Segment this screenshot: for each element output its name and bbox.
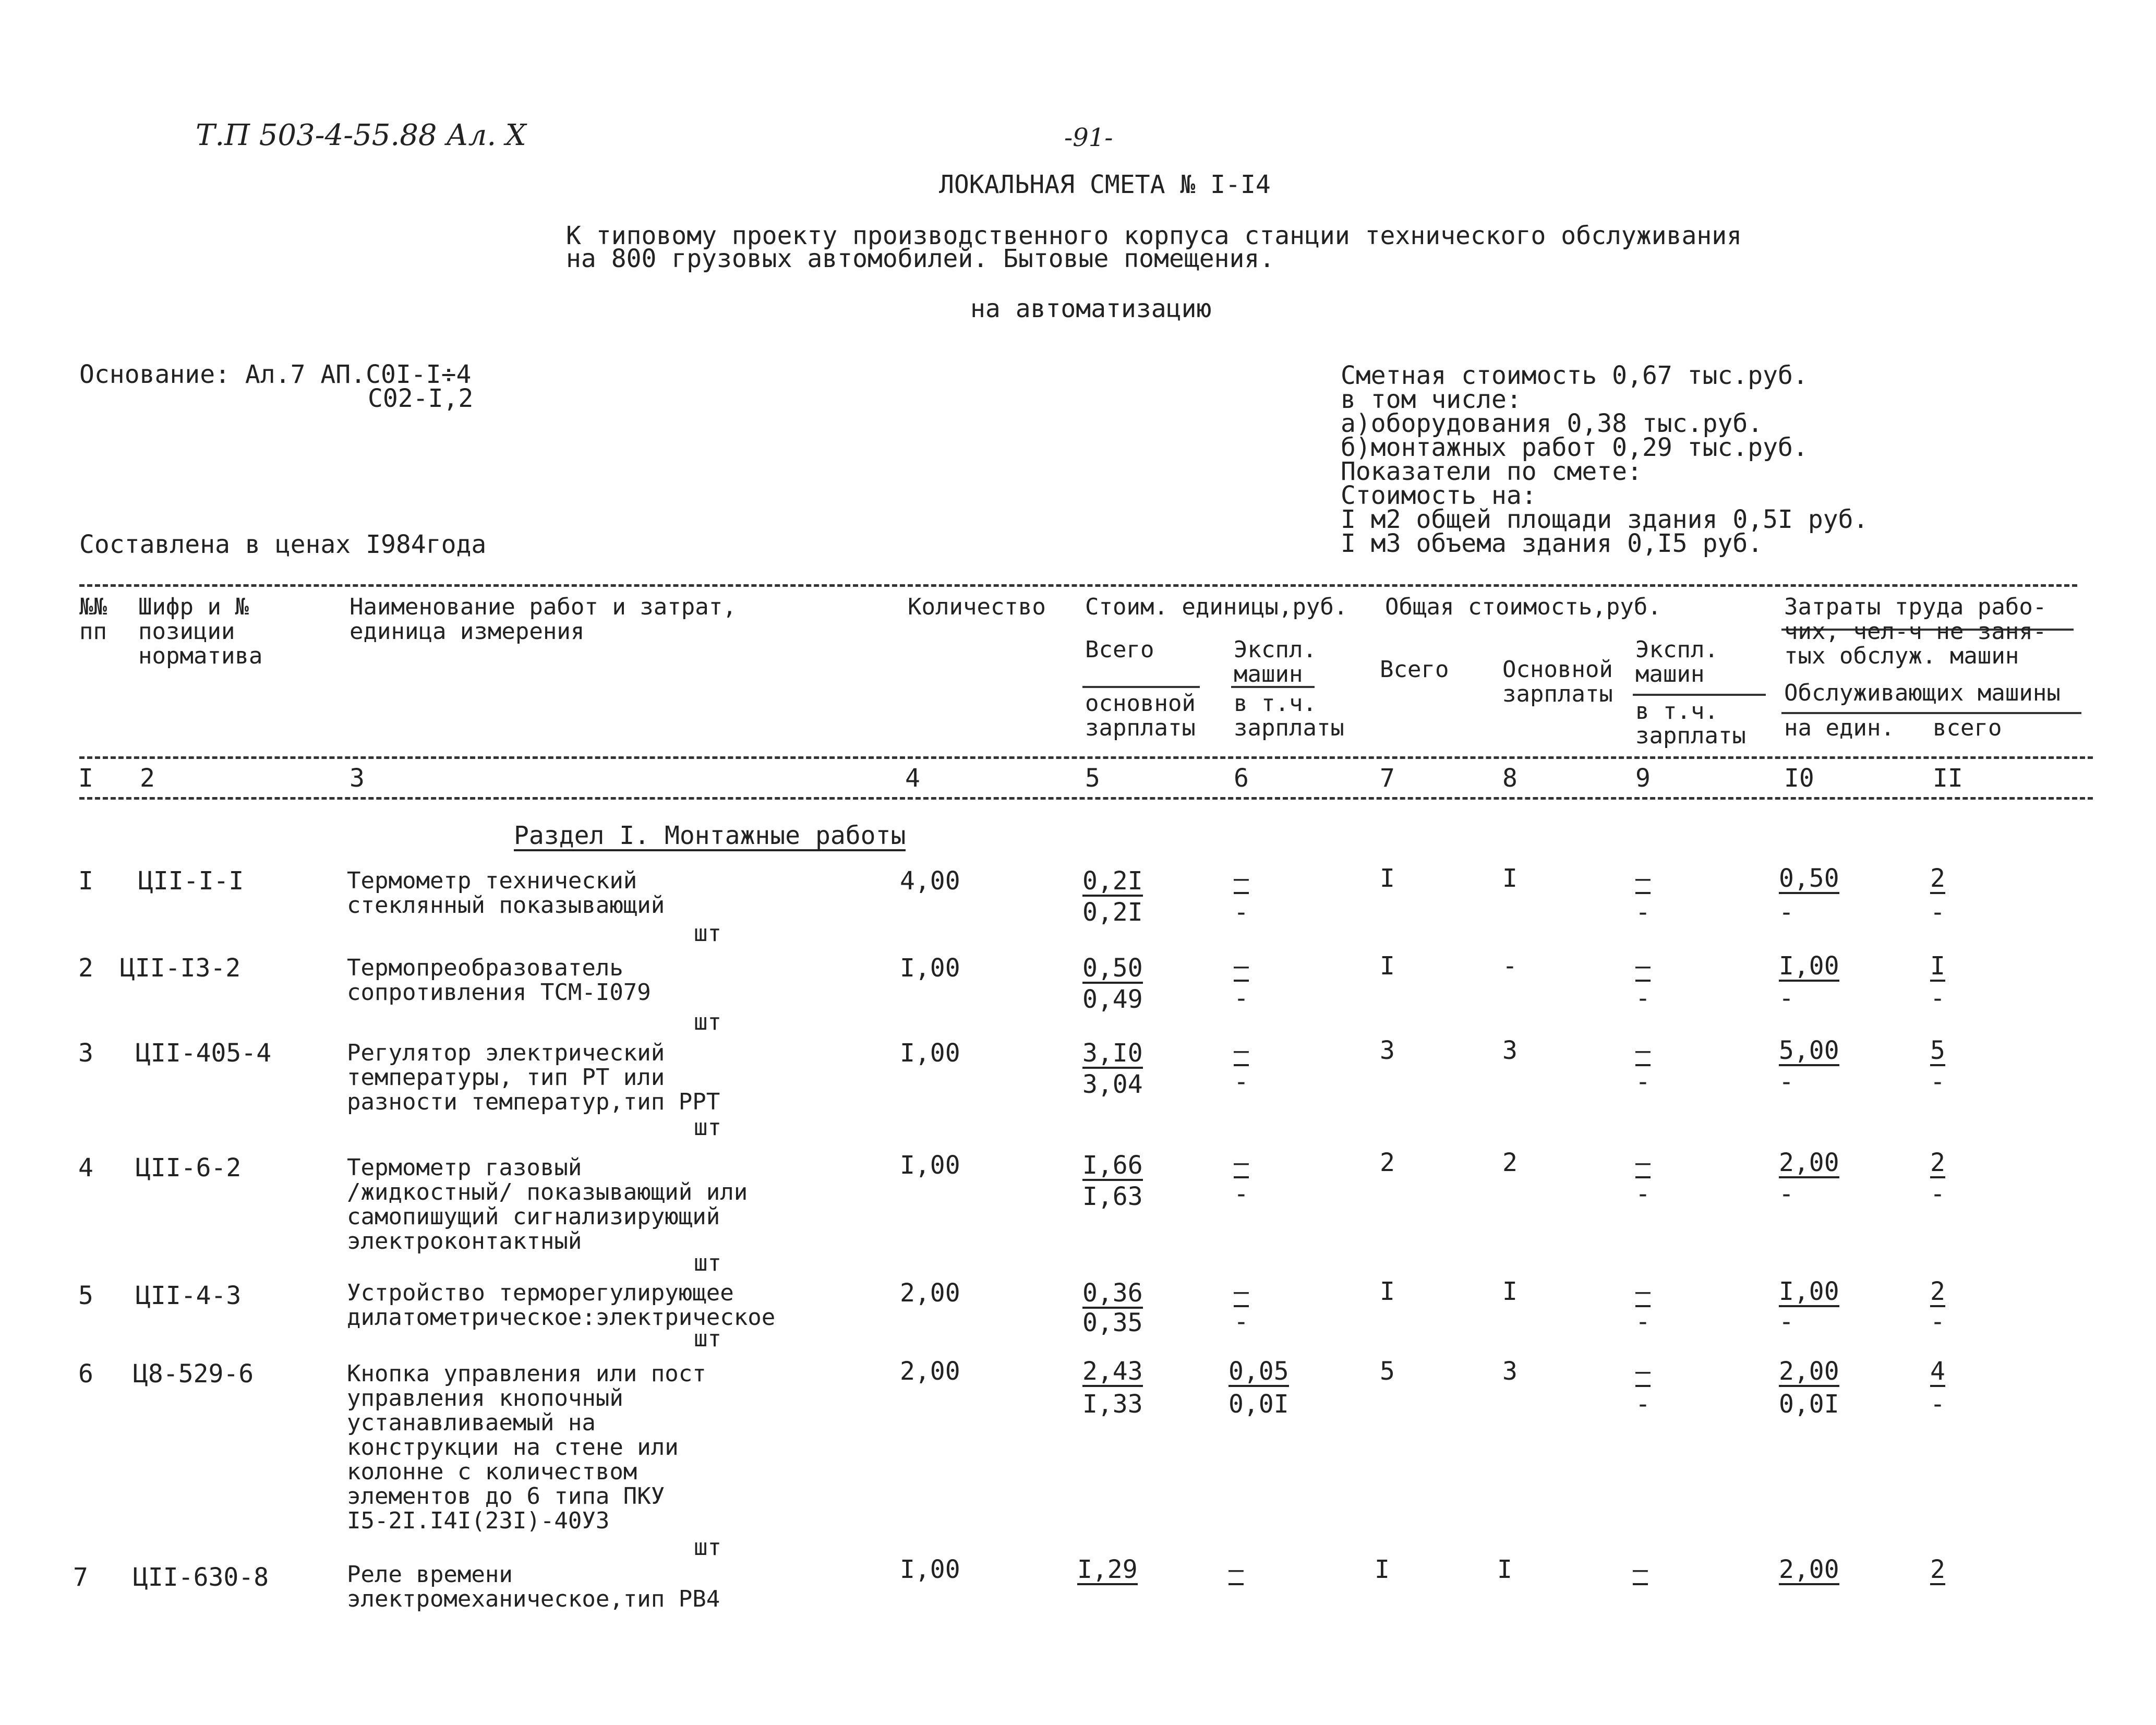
unit-cost-machines: –: [1234, 864, 1249, 893]
labor-per-unit: 0,50: [1779, 864, 1839, 893]
subtitle-line-3: на автоматизацию: [970, 294, 1212, 323]
page-title: ЛОКАЛЬНАЯ СМЕТА № I-I4: [939, 170, 1271, 199]
unit: шт: [694, 1250, 721, 1276]
machine-labor-total: -: [1930, 1390, 1945, 1419]
total-machine-wage: -: [1635, 1067, 1651, 1096]
unit-cost-total: 0,50: [1082, 954, 1143, 983]
basis-line-2: C02-I,2: [368, 384, 474, 413]
col-header-11: всего: [1933, 715, 2002, 741]
total-cost: 3: [1380, 1036, 1395, 1065]
summary-line: Стоимость на:: [1341, 481, 1537, 510]
total-machines: –: [1635, 864, 1651, 893]
machine-labor-per-unit: -: [1779, 1307, 1794, 1336]
machine-labor-total: -: [1930, 898, 1945, 927]
section-title: Раздел I. Монтажные работы: [514, 821, 906, 850]
work-name: Реле времени электромеханическое,тип РВ4: [347, 1561, 720, 1612]
norm-code: Ц8-529-6: [133, 1359, 254, 1389]
unit: шт: [694, 1009, 721, 1035]
column-number: 4: [905, 764, 920, 793]
unit-cost-machine-wage: -: [1234, 898, 1249, 927]
summary-line: а)оборудования 0,38 тыс.руб.: [1341, 409, 1763, 438]
unit-cost-total: 0,36: [1082, 1278, 1143, 1308]
unit-cost-machines: –: [1228, 1555, 1244, 1584]
total-wage: I: [1502, 864, 1517, 893]
total-cost: I: [1375, 1555, 1390, 1584]
norm-code: ЦII-4-3: [136, 1281, 242, 1310]
unit-cost-machine-wage: 0,0I: [1228, 1390, 1289, 1419]
total-machines: –: [1635, 1036, 1651, 1065]
col-header-9-top: Экспл. машин: [1635, 636, 1718, 687]
norm-code: ЦII-I3-2: [120, 954, 241, 983]
unit-cost-total: I,29: [1077, 1555, 1138, 1584]
unit: шт: [694, 920, 721, 947]
summary-line: I м2 общей площади здания 0,5I руб.: [1341, 505, 1869, 534]
labor-per-unit: I,00: [1779, 951, 1839, 981]
unit-cost-total: 3,I0: [1082, 1039, 1143, 1068]
labor-per-unit: 2,00: [1779, 1357, 1839, 1386]
column-number: II: [1933, 764, 1963, 793]
header-bottom-rule: [79, 756, 2093, 759]
total-machine-wage: -: [1635, 984, 1651, 1013]
unit-cost-wage: 0,35: [1082, 1308, 1143, 1337]
unit: шт: [694, 1325, 721, 1352]
row-number: 4: [78, 1153, 93, 1183]
unit-cost-wage: 0,49: [1082, 985, 1143, 1014]
page-number: -91-: [1064, 123, 1113, 152]
c9-rule: [1633, 694, 1766, 696]
machine-labor-total: -: [1930, 1307, 1945, 1336]
col-header-unit-cost: Стоим. единицы,руб.: [1085, 594, 1348, 620]
labor-total: 4: [1930, 1357, 1945, 1386]
work-name: Термометр технический стеклянный показывающий: [347, 867, 665, 919]
labor-per-unit: 2,00: [1779, 1555, 1839, 1584]
row-number: 7: [73, 1563, 88, 1592]
machine-labor-per-unit: 0,0I: [1779, 1390, 1839, 1419]
col-header-code: Шифр и № позиции норматива: [138, 594, 263, 669]
total-machine-wage: -: [1635, 898, 1651, 927]
header-top-rule: [79, 584, 2077, 587]
col-header-number: №№ пп: [79, 594, 107, 645]
unit-cost-machine-wage: -: [1234, 984, 1249, 1013]
row-number: 6: [78, 1359, 93, 1389]
work-name: Регулятор электрический температуры, тип РТ или разности температур,тип РРТ: [347, 1040, 720, 1115]
work-name: Кнопка управления или пост управления кнопочный устанавливаемый на конструкции на стене или колонне с количеством элементов до 6 типа ПКУ I5-2I.I4I(23I)-40У3: [347, 1360, 706, 1534]
quantity: 2,00: [900, 1278, 960, 1308]
unit-cost-wage: I,33: [1082, 1390, 1143, 1419]
col-header-8: Основной зарплаты: [1502, 656, 1613, 707]
labor-sub-rule: [1781, 712, 2081, 714]
col-header-10: на един.: [1784, 715, 1895, 741]
total-wage: 2: [1502, 1148, 1517, 1177]
machine-labor-per-unit: -: [1779, 1067, 1794, 1096]
total-machines: –: [1633, 1555, 1648, 1584]
norm-code: ЦII-I-I: [138, 866, 244, 896]
quantity: 2,00: [900, 1357, 960, 1386]
document-reference: Т.П 503-4-55.88 Ал. Х: [196, 118, 526, 152]
c5-rule: [1082, 686, 1200, 688]
column-number: 3: [350, 764, 365, 793]
work-name: Термопреобразователь сопротивления ТСМ-I079: [347, 955, 651, 1006]
total-wage: I: [1497, 1555, 1512, 1584]
machine-labor-total: -: [1930, 1179, 1945, 1209]
total-machine-wage: -: [1635, 1179, 1651, 1209]
unit-cost-total: I,66: [1082, 1151, 1143, 1180]
total-machine-wage: -: [1635, 1307, 1651, 1336]
total-cost: 2: [1380, 1148, 1395, 1177]
summary-line: Сметная стоимость 0,67 тыс.руб.: [1341, 361, 1808, 390]
unit: шт: [694, 1534, 721, 1561]
machine-labor-total: -: [1930, 984, 1945, 1013]
row-number: 3: [78, 1039, 93, 1068]
unit-cost-machines: 0,05: [1228, 1357, 1289, 1386]
total-machines: –: [1635, 1357, 1651, 1386]
quantity: I,00: [900, 1555, 960, 1584]
col-header-7: Всего: [1380, 656, 1449, 683]
total-wage: I: [1502, 1277, 1517, 1306]
work-name: Устройство терморегулирующее дилатометрическое:электрическое: [347, 1280, 776, 1331]
labor-total: I: [1930, 951, 1945, 981]
total-wage: 3: [1502, 1357, 1517, 1386]
total-cost: 5: [1380, 1357, 1395, 1386]
col-header-9-bottom: в т.ч. зарплаты: [1635, 698, 1746, 749]
quantity: I,00: [900, 1151, 960, 1180]
summary-line: Показатели по смете:: [1341, 457, 1642, 486]
quantity: I,00: [900, 1039, 960, 1068]
column-number: 9: [1635, 764, 1651, 793]
total-cost: I: [1380, 1277, 1395, 1306]
labor-per-unit: 5,00: [1779, 1036, 1839, 1065]
col-header-6-top: Экспл. машин: [1234, 636, 1317, 687]
unit-cost-total: 0,2I: [1082, 866, 1143, 896]
labor-total: 5: [1930, 1036, 1945, 1065]
quantity: I,00: [900, 954, 960, 983]
column-number: 8: [1502, 764, 1517, 793]
subtitle-line-2: на 800 грузовых автомобилей. Бытовые помещения.: [566, 244, 1275, 273]
column-number: 5: [1085, 764, 1100, 793]
norm-code: ЦII-630-8: [133, 1563, 269, 1592]
unit-cost-wage: 0,2I: [1082, 898, 1143, 927]
norm-code: ЦII-6-2: [136, 1153, 242, 1183]
total-cost: I: [1380, 951, 1395, 981]
column-number: 6: [1234, 764, 1249, 793]
labor-total: 2: [1930, 1555, 1945, 1584]
row-number: 2: [78, 954, 93, 983]
norm-code: ЦII-405-4: [136, 1039, 272, 1068]
unit: шт: [694, 1114, 721, 1141]
machine-labor-per-unit: -: [1779, 984, 1794, 1013]
price-basis: Составлена в ценах I984года: [79, 530, 487, 559]
col-header-total-cost: Общая стоимость,руб.: [1385, 594, 1661, 620]
unit-cost-total: 2,43: [1082, 1357, 1143, 1386]
machine-labor-per-unit: -: [1779, 898, 1794, 927]
column-number: 2: [140, 764, 155, 793]
unit-cost-machines: –: [1234, 1036, 1249, 1065]
unit-cost-machines: –: [1234, 951, 1249, 981]
col-header-name: Наименование работ и затрат, единица измерения: [350, 594, 737, 645]
total-cost: I: [1380, 864, 1395, 893]
col-header-quantity: Количество: [908, 594, 1046, 620]
total-machine-wage: -: [1635, 1390, 1651, 1419]
col-header-5-bottom: основной зарплаты: [1085, 690, 1196, 741]
total-machines: –: [1635, 951, 1651, 981]
quantity: 4,00: [900, 866, 960, 896]
subtitle-line-1: К типовому проекту производственного корпуса станции технического обслуживания: [566, 221, 1742, 250]
column-number: I0: [1784, 764, 1814, 793]
labor-per-unit: 2,00: [1779, 1148, 1839, 1177]
unit-cost-machines: –: [1234, 1148, 1249, 1177]
unit-cost-machines: –: [1234, 1277, 1249, 1306]
total-wage: -: [1502, 951, 1517, 981]
unit-cost-machine-wage: -: [1234, 1179, 1249, 1209]
col-header-6-bottom: в т.ч. зарплаты: [1234, 690, 1344, 741]
machine-labor-total: -: [1930, 1067, 1945, 1096]
labor-total: 2: [1930, 1148, 1945, 1177]
row-number: I: [78, 866, 93, 896]
summary-line: в том числе:: [1341, 385, 1522, 414]
total-machines: –: [1635, 1148, 1651, 1177]
summary-line: I м3 объема здания 0,I5 руб.: [1341, 529, 1763, 558]
summary-line: б)монтажных работ 0,29 тыс.руб.: [1341, 433, 1808, 462]
column-number: I: [78, 764, 93, 793]
unit-cost-wage: 3,04: [1082, 1070, 1143, 1099]
total-machines: –: [1635, 1277, 1651, 1306]
row-number: 5: [78, 1281, 93, 1310]
labor-total: 2: [1930, 1277, 1945, 1306]
unit-cost-wage: I,63: [1082, 1182, 1143, 1211]
col-header-labor-sub: Обслуживающих машины: [1784, 680, 2061, 706]
col-header-5-top: Всего: [1085, 636, 1154, 663]
work-name: Термометр газовый /жидкостный/ показывающий или самопишущий сигнализирующий электроконтактный: [347, 1154, 748, 1254]
labor-per-unit: I,00: [1779, 1277, 1839, 1306]
machine-labor-per-unit: -: [1779, 1179, 1794, 1209]
unit-cost-machine-wage: -: [1234, 1307, 1249, 1336]
total-wage: 3: [1502, 1036, 1517, 1065]
labor-total: 2: [1930, 864, 1945, 893]
basis-line-1: Основание: Ал.7 АП.C0I-I÷4: [79, 360, 472, 389]
col-header-labor: Затраты труда рабо- чих, чел-ч не заня- тых обслуж. машин: [1784, 594, 2047, 669]
column-number-rule: [79, 797, 2093, 800]
column-number: 7: [1380, 764, 1395, 793]
unit-cost-machine-wage: -: [1234, 1067, 1249, 1096]
